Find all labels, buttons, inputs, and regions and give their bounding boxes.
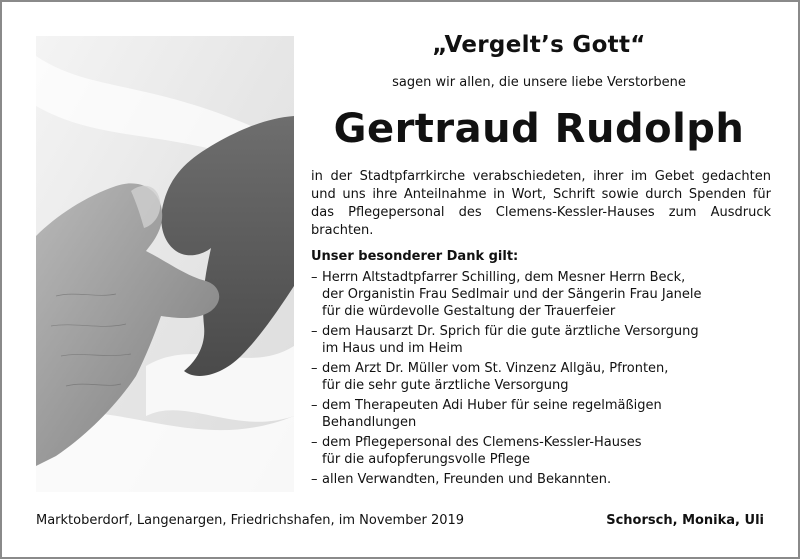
thanks-item xyxy=(311,434,771,468)
intro-line: brachten. xyxy=(311,223,374,238)
intro-line: und uns ihre Anteilnahme in Wort, Schrift sowie durch Spenden xyxy=(311,187,747,202)
intro-paragraph xyxy=(311,168,771,240)
thanks-item xyxy=(311,471,771,488)
thanks-item xyxy=(311,323,771,357)
thanks-line: dem Arzt Dr. Müller vom St. Vinzenz Allgäu, Pfronten, xyxy=(322,361,669,376)
dash: – xyxy=(311,435,318,450)
thanks-line: für die würdevolle Gestaltung der Trauerfeier xyxy=(322,304,616,319)
subheading: sagen wir allen, die unsere liebe Verstorbene xyxy=(392,75,686,90)
thanks-item xyxy=(311,360,771,394)
dash: – xyxy=(311,324,318,339)
thanks-list xyxy=(311,269,771,491)
thanks-item xyxy=(311,397,771,431)
intro-line: in der Stadtpfarrkirche verabschiedeten, ihrer im Gebet gedachten xyxy=(311,169,771,184)
thanks-line: im Haus und im Heim xyxy=(322,341,463,356)
dash: – xyxy=(311,270,318,285)
holding-hands-photo xyxy=(36,36,294,492)
thanks-line: allen Verwandten, Freunden und Bekannten. xyxy=(322,472,612,487)
dash: – xyxy=(311,472,318,487)
thanks-title: Unser besonderer Dank gilt: xyxy=(311,249,519,264)
holding-hands-illustration xyxy=(36,36,294,492)
footer-place-date: Marktoberdorf, Langenargen, Friedrichshafen, im November 2019 xyxy=(36,513,465,528)
thanks-line: dem Therapeuten Adi Huber für seine regelmäßigen xyxy=(322,398,662,413)
dash: – xyxy=(311,398,318,413)
thanks-line: der Organistin Frau Sedlmair und der Sängerin Frau Janele xyxy=(322,287,702,302)
intro-line: für das Pflegepersonal des Clemens-Kessler-Hauses zum Ausdruck xyxy=(311,187,771,220)
thanks-line: für die aufopferungsvolle Pflege xyxy=(322,452,530,467)
heading: „Vergelt’s Gott“ xyxy=(432,32,646,58)
thanks-line: Behandlungen xyxy=(322,415,417,430)
thanks-line: für die sehr gute ärztliche Versorgung xyxy=(322,378,569,393)
footer-signatories: Schorsch, Monika, Uli xyxy=(606,513,764,528)
deceased-name: Gertraud Rudolph xyxy=(333,106,745,152)
thanks-line: Herrn Altstadtpfarrer Schilling, dem Mesner Herrn Beck, xyxy=(322,270,686,285)
thanks-item xyxy=(311,269,771,320)
thanks-line: dem Hausarzt Dr. Sprich für die gute ärztliche Versorgung xyxy=(322,324,699,339)
thanks-line: dem Pflegepersonal des Clemens-Kessler-Hauses xyxy=(322,435,642,450)
dash: – xyxy=(311,361,318,376)
